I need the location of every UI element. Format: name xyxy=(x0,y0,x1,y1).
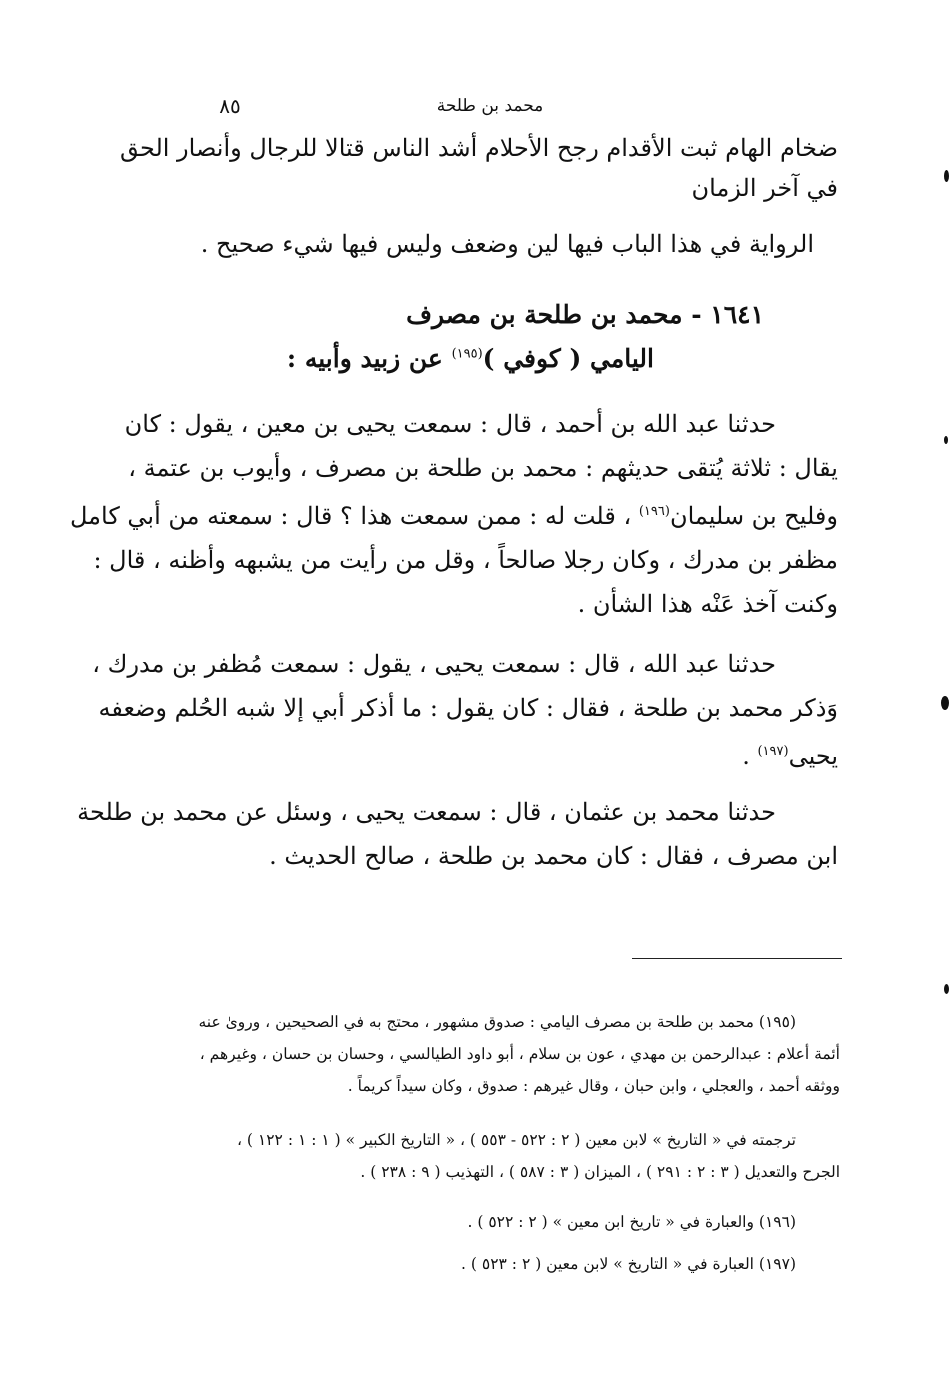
text-line: حدثنا محمد بن عثمان ، قال : سمعت يحيى ، وسئل عن محمد بن طلحة xyxy=(77,798,776,826)
text-line: ضخام الهام ثبت الأقدام رجح الأحلام أشد الناس قتالا للرجال وأنصار الحق xyxy=(119,134,838,162)
scan-mark xyxy=(944,170,949,182)
text-segment: . xyxy=(742,742,750,770)
footnote-196 xyxy=(140,1206,840,1238)
footnote-197 xyxy=(140,1248,840,1280)
footnote-ref-197: (١٩٧) xyxy=(757,744,789,759)
text-line: ابن مصرف ، فقال : كان محمد بن طلحة ، صالح الحديث . xyxy=(269,842,838,870)
footnote-ref-195: (١٩٥) xyxy=(451,346,483,362)
footnote-line: أئمة أعلام : عبدالرحمن بن مهدي ، عون بن سلام ، أبو داود الطيالسي ، وحسان بن حسان ، وغيرهم ، xyxy=(199,1045,840,1063)
paragraph-2 xyxy=(92,642,838,778)
text-line: في آخر الزمان xyxy=(691,174,838,202)
entry-subtitle-text: عن زبيد وأبيه : xyxy=(286,344,443,373)
footnote-separator xyxy=(632,958,842,959)
page-number: ٨٥ xyxy=(219,94,241,118)
footnote-195 xyxy=(140,1006,840,1102)
text-line: حدثنا عبد الله ، قال : سمعت يحيى ، يقول : سمعت مُظفر بن مدرك ، xyxy=(92,650,776,678)
text-line: وَذكر محمد بن طلحة ، فقال : كان يقول : ما أذكر أبي إلا شبه الحُلم وضعفه xyxy=(98,694,838,722)
intro-note: الرواية في هذا الباب فيها لين وضعف وليس فيها شيء صحيح . xyxy=(200,230,814,258)
text-line xyxy=(140,730,838,778)
intro-continuation xyxy=(119,128,838,208)
footnote-line: ووثقه أحمد ، والعجلي ، وابن حبان ، وقال غيرهم : صدوق ، وكان سيداً كريماً . xyxy=(347,1077,840,1095)
footnote-ref-196: (١٩٦) xyxy=(638,504,670,519)
footnote-line: الجرح والتعديل ( ٣ : ٢ : ٢٩١ ) ، الميزان ( ٣ : ٥٨٧ ) ، التهذيب ( ٩ : ٢٣٨ ) . xyxy=(360,1163,840,1181)
entry-subtitle-text: اليامي ( كوفي ) xyxy=(482,344,654,373)
paragraph-3 xyxy=(77,790,838,878)
footnote-195-references xyxy=(140,1124,840,1188)
text-line: يقال : ثلاثة يُتقى حديثهم : محمد بن طلحة بن مصرف ، وأيوب بن عتمة ، xyxy=(128,454,838,482)
footnote-line: (١٩٥) محمد بن طلحة بن مصرف اليامي : صدوق مشهور ، محتج به في الصحيحين ، وروىٰ عنه xyxy=(198,1013,796,1031)
text-line: وكنت آخذ عَنْه هذا الشأن . xyxy=(577,590,838,618)
running-header-title: محمد بن طلحة xyxy=(436,96,544,116)
text-segment: وفليح بن سليمان xyxy=(669,502,838,530)
text-line: مظفر بن مدرك ، وكان رجلا صالحاً ، وقل من رأيت من يشبهه وأظنه ، قال : xyxy=(93,546,838,574)
scan-mark xyxy=(941,696,949,710)
scan-mark xyxy=(944,436,948,444)
entry-subheading xyxy=(287,344,654,373)
text-line xyxy=(70,490,838,538)
text-segment: يحيى xyxy=(788,742,838,770)
text-segment: ، قلت له : ممن سمعت هذا ؟ قال : سمعته من أبي كامل xyxy=(70,502,632,530)
footnote-line: ترجمته في « التاريخ » لابن معين ( ٢ : ٥٢٢ - ٥٥٣ ) ، « التاريخ الكبير » ( ١ : ١ : ١٢٢ ) ، xyxy=(237,1131,796,1149)
text-line: حدثنا عبد الله بن أحمد ، قال : سمعت يحيى بن معين ، يقول : كان xyxy=(124,410,776,438)
scan-mark xyxy=(944,984,949,994)
footnote-line: (١٩٦) والعبارة في « تاريخ ابن معين » ( ٢ : ٥٢٢ ) . xyxy=(467,1213,796,1231)
footnote-line: (١٩٧) العبارة في « التاريخ » لابن معين ( ٢ : ٥٢٣ ) . xyxy=(461,1255,796,1273)
entry-heading: ١٦٤١ - محمد بن طلحة بن مصرف xyxy=(406,300,764,329)
paragraph-1 xyxy=(70,402,838,626)
